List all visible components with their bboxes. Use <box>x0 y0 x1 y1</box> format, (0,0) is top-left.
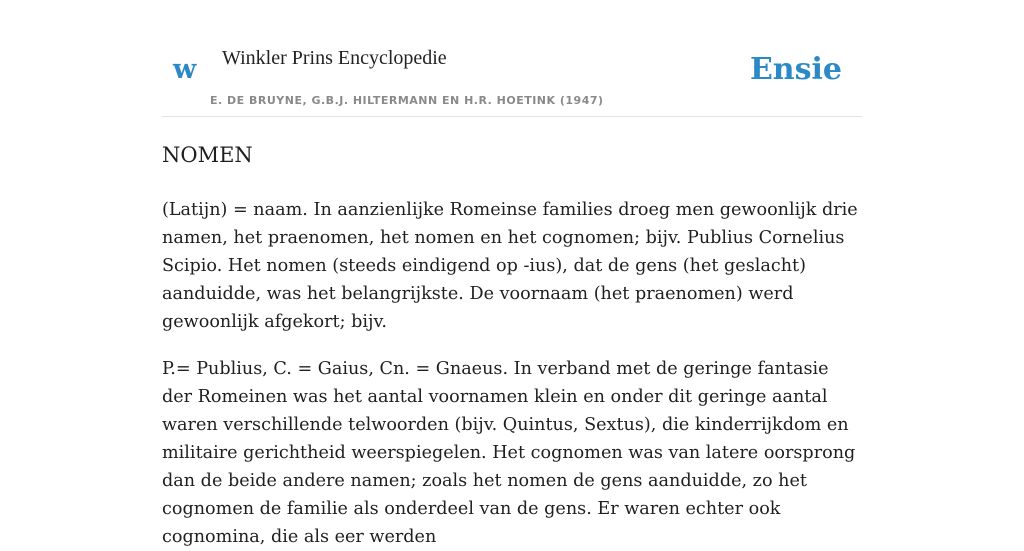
article-title: NOMEN <box>162 143 253 167</box>
article-paragraph: (Latijn) = naam. In aanzienlijke Romeinse families droeg men gewoonlijk drie namen, het praenomen, het nomen en het cognomen; bijv. Publius Cornelius Scipio. Het nomen (steeds eindigend op -ius), dat de gens (het geslacht) aanduidde, was het belangrijkste. De voornaam (het praenomen) werd gewoonlijk afgekort; bijv. <box>162 200 858 332</box>
article <box>162 136 862 551</box>
book-title[interactable]: Winkler Prins Encyclopedie <box>222 47 447 69</box>
brand-logo[interactable]: Ensie <box>749 52 842 87</box>
article-paragraph: P.= Publius, C. = Gaius, Cn. = Gnaeus. In verband met de geringe fantasie der Romeinen was het aantal voornamen klein en onder dit geringe aantal waren verschillende telwoorden (bijv. Quintus, Sextus), die kinderrijkdom en militaire gerichtheid weerspiegelen. Het cognomen was van latere oorsprong dan de beide andere namen; zoals het nomen de gens aanduidde, zo het cognomen de familie als onderdeel van de gens. Er waren echter ook cognomina, die als eer werden <box>162 359 856 547</box>
site-header <box>162 0 862 117</box>
authors-line: E. DE BRUYNE, G.B.J. HILTERMANN EN H.R. HOETINK (1947) <box>210 94 604 107</box>
logo-letter[interactable]: w <box>173 54 197 85</box>
